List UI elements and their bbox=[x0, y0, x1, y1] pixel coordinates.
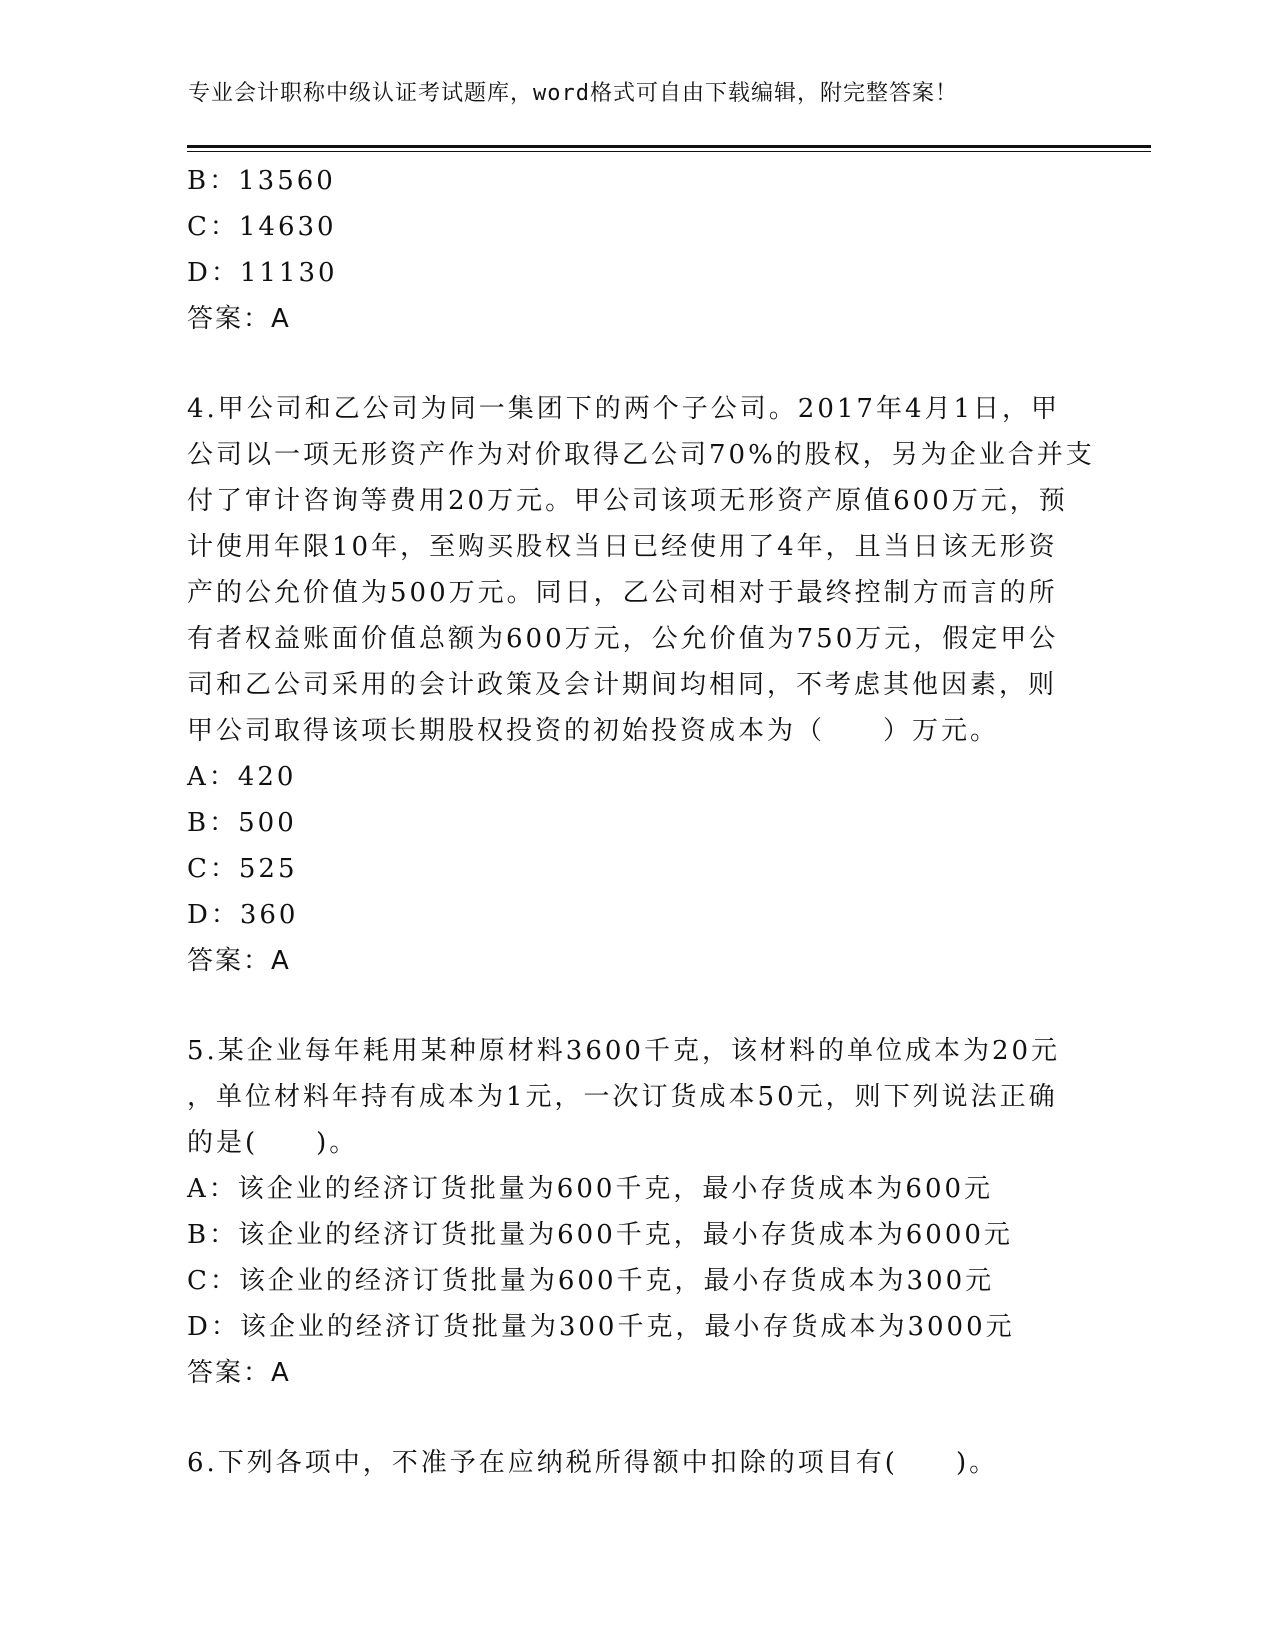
option-b: B：13560 bbox=[187, 166, 336, 196]
question-3 bbox=[187, 158, 1087, 342]
option-a: A：该企业的经济订货批量为600千克，最小存货成本为600元 bbox=[187, 1174, 994, 1204]
document-body bbox=[187, 158, 1095, 1486]
stem-line: 付了审计咨询等费用20万元。甲公司该项无形资产原值600万元，预 bbox=[187, 486, 1068, 516]
option-d: D：360 bbox=[187, 900, 299, 930]
question-stem bbox=[187, 386, 1095, 754]
stem-line: 有者权益账面价值总额为600万元，公允价值为750万元，假定甲公 bbox=[187, 624, 1059, 654]
option-b: B：该企业的经济订货批量为600千克，最小存货成本为6000元 bbox=[187, 1220, 1013, 1250]
option-c: C：该企业的经济订货批量为600千克，最小存货成本为300元 bbox=[187, 1266, 995, 1296]
header-rule-thin bbox=[187, 151, 1151, 152]
question-stem bbox=[187, 1440, 1087, 1486]
option-a: A：420 bbox=[187, 762, 297, 792]
option-b: B：500 bbox=[187, 808, 297, 838]
stem-line: 司和乙公司采用的会计政策及会计期间均相同，不考虑其他因素，则 bbox=[187, 670, 1058, 700]
header-rule-thick bbox=[187, 145, 1151, 148]
stem-line: 4.甲公司和乙公司为同一集团下的两个子公司。2017年4月1日，甲 bbox=[187, 394, 1061, 424]
question-5 bbox=[187, 1028, 1087, 1396]
question-6 bbox=[187, 1440, 1087, 1486]
option-c: C：525 bbox=[187, 854, 298, 884]
answer-label: 答案：A bbox=[187, 946, 291, 976]
option-d: D：该企业的经济订货批量为300千克，最小存货成本为3000元 bbox=[187, 1312, 1015, 1342]
stem-line: 甲公司取得该项长期股权投资的初始投资成本为（ ）万元。 bbox=[187, 716, 1000, 746]
page-header: 专业会计职称中级认证考试题库，word格式可自由下载编辑，附完整答案！ bbox=[188, 81, 958, 106]
answer-label: 答案：A bbox=[187, 304, 291, 334]
stem-line: 的是( )。 bbox=[187, 1128, 359, 1158]
question-stem bbox=[187, 1028, 1087, 1166]
stem-line: 6.下列各项中，不准予在应纳税所得额中扣除的项目有( )。 bbox=[187, 1448, 999, 1478]
stem-line: 产的公允价值为500万元。同日，乙公司相对于最终控制方而言的所 bbox=[187, 578, 1058, 608]
stem-line: 5.某企业每年耗用某种原材料3600千克，该材料的单位成本为20元 bbox=[187, 1036, 1061, 1066]
stem-line: 公司以一项无形资产作为对价取得乙公司70%的股权，另为企业合并支 bbox=[187, 440, 1095, 470]
option-c: C：14630 bbox=[187, 212, 337, 242]
answer-label: 答案：A bbox=[187, 1358, 291, 1388]
stem-line: ，单位材料年持有成本为1元，一次订货成本50元，则下列说法正确 bbox=[187, 1082, 1058, 1112]
option-d: D：11130 bbox=[187, 258, 338, 288]
stem-line: 计使用年限10年，至购买股权当日已经使用了4年，且当日该无形资 bbox=[187, 532, 1058, 562]
question-4 bbox=[187, 386, 1095, 984]
